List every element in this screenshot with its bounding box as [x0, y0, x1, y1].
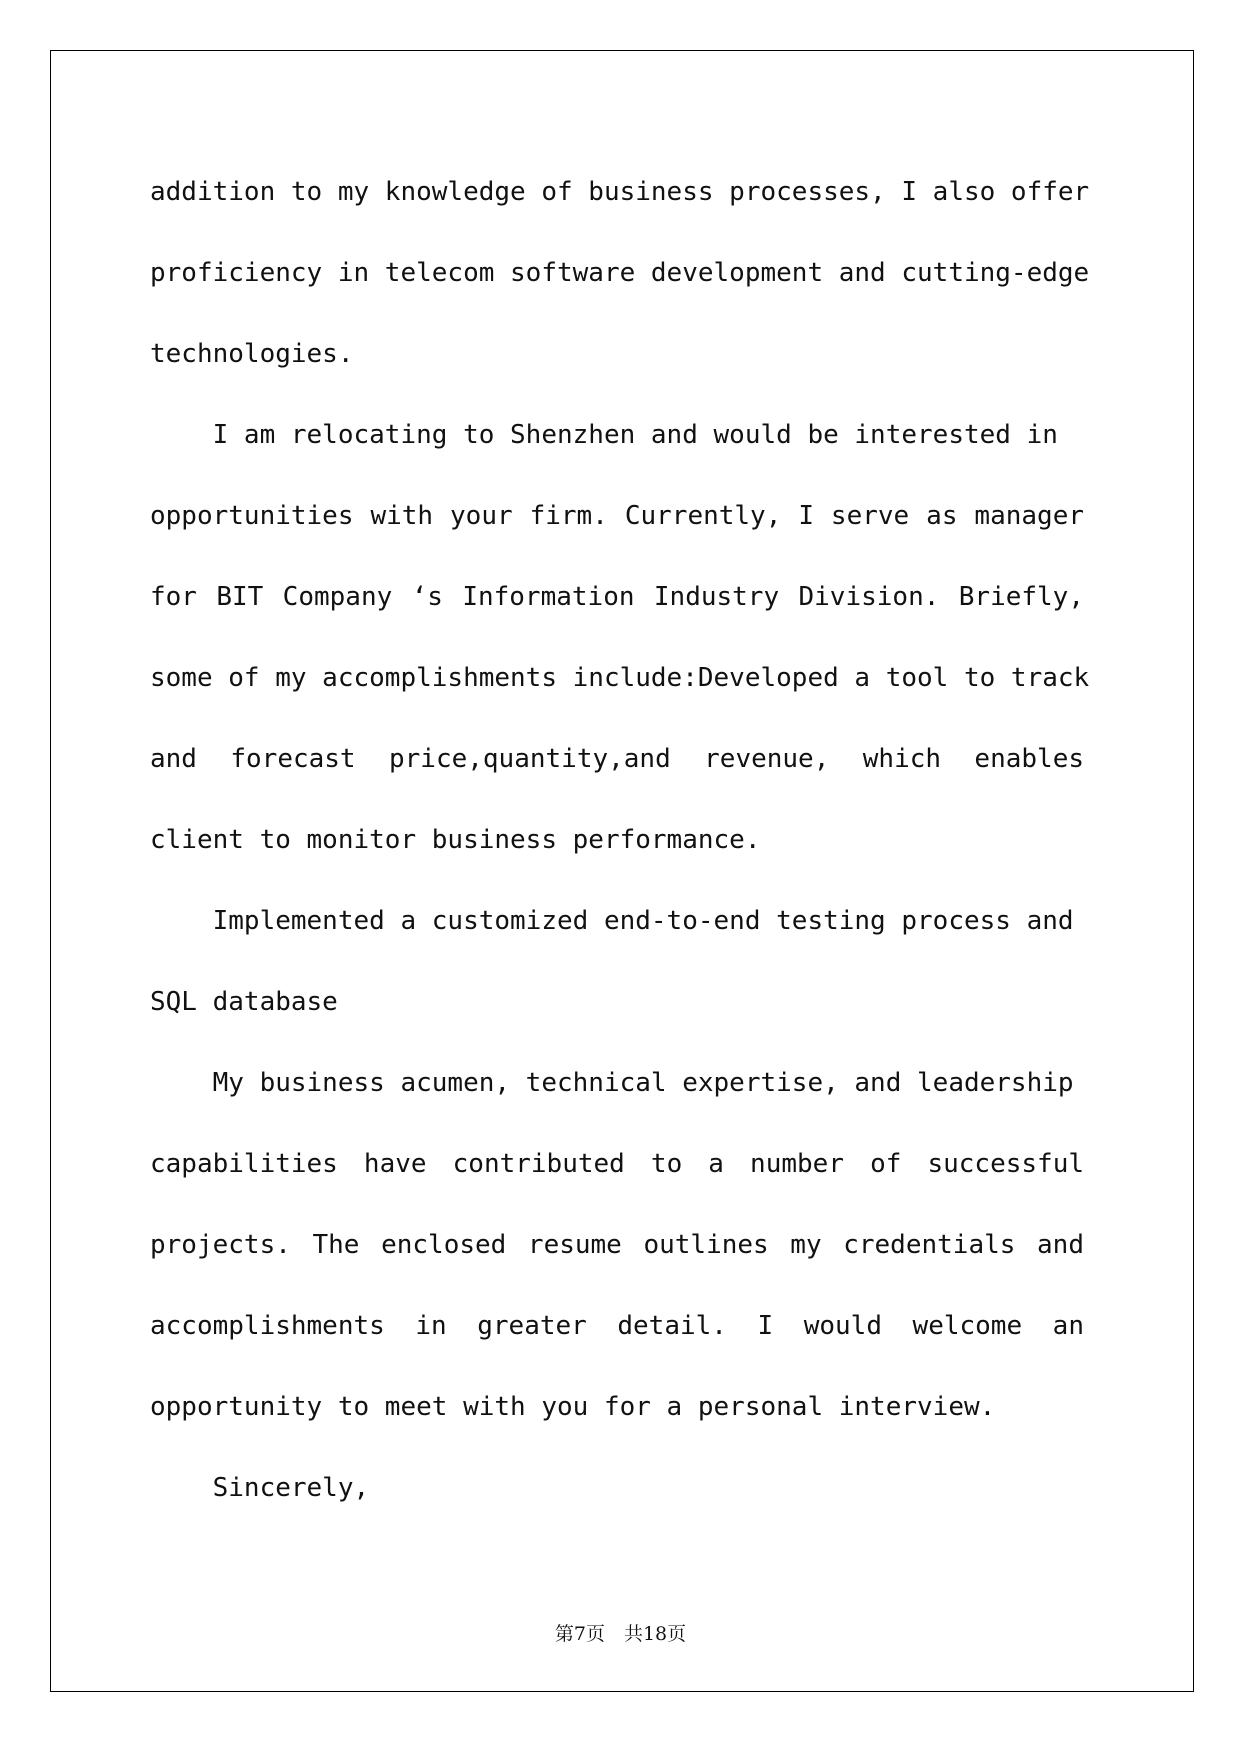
text-line: client to monitor business performance.: [150, 825, 761, 855]
text-line: addition to my knowledge of business processes, I also offer: [150, 177, 1090, 207]
page-number-footer: 第7页 共18页: [554, 1623, 687, 1645]
text-line: opportunity to meet with you for a personal interview.: [150, 1392, 996, 1422]
text-line: and forecast price,quantity,and revenue, which enables: [150, 744, 1084, 774]
text-line: proficiency in telecom software development and cutting-edge: [150, 258, 1090, 288]
text-line: Implemented a customized end-to-end testing process and: [150, 906, 1074, 936]
text-line: opportunities with your firm. Currently, I serve as manager: [150, 501, 1084, 531]
text-line: for BIT Company ‘s Information Industry Division. Briefly,: [150, 582, 1084, 612]
text-line: technologies.: [150, 339, 354, 369]
page-border: [50, 50, 1194, 1692]
text-line: accomplishments in greater detail. I would welcome an: [150, 1311, 1084, 1341]
text-line: Sincerely,: [150, 1473, 370, 1503]
text-line: projects. The enclosed resume outlines my credentials and: [150, 1230, 1084, 1260]
text-line: some of my accomplishments include:Developed a tool to track: [150, 663, 1090, 693]
text-line: My business acumen, technical expertise, and leadership: [150, 1068, 1074, 1098]
text-line: capabilities have contributed to a number of successful: [150, 1149, 1084, 1179]
text-line: I am relocating to Shenzhen and would be interested in: [150, 420, 1058, 450]
text-line: SQL database: [150, 987, 338, 1017]
